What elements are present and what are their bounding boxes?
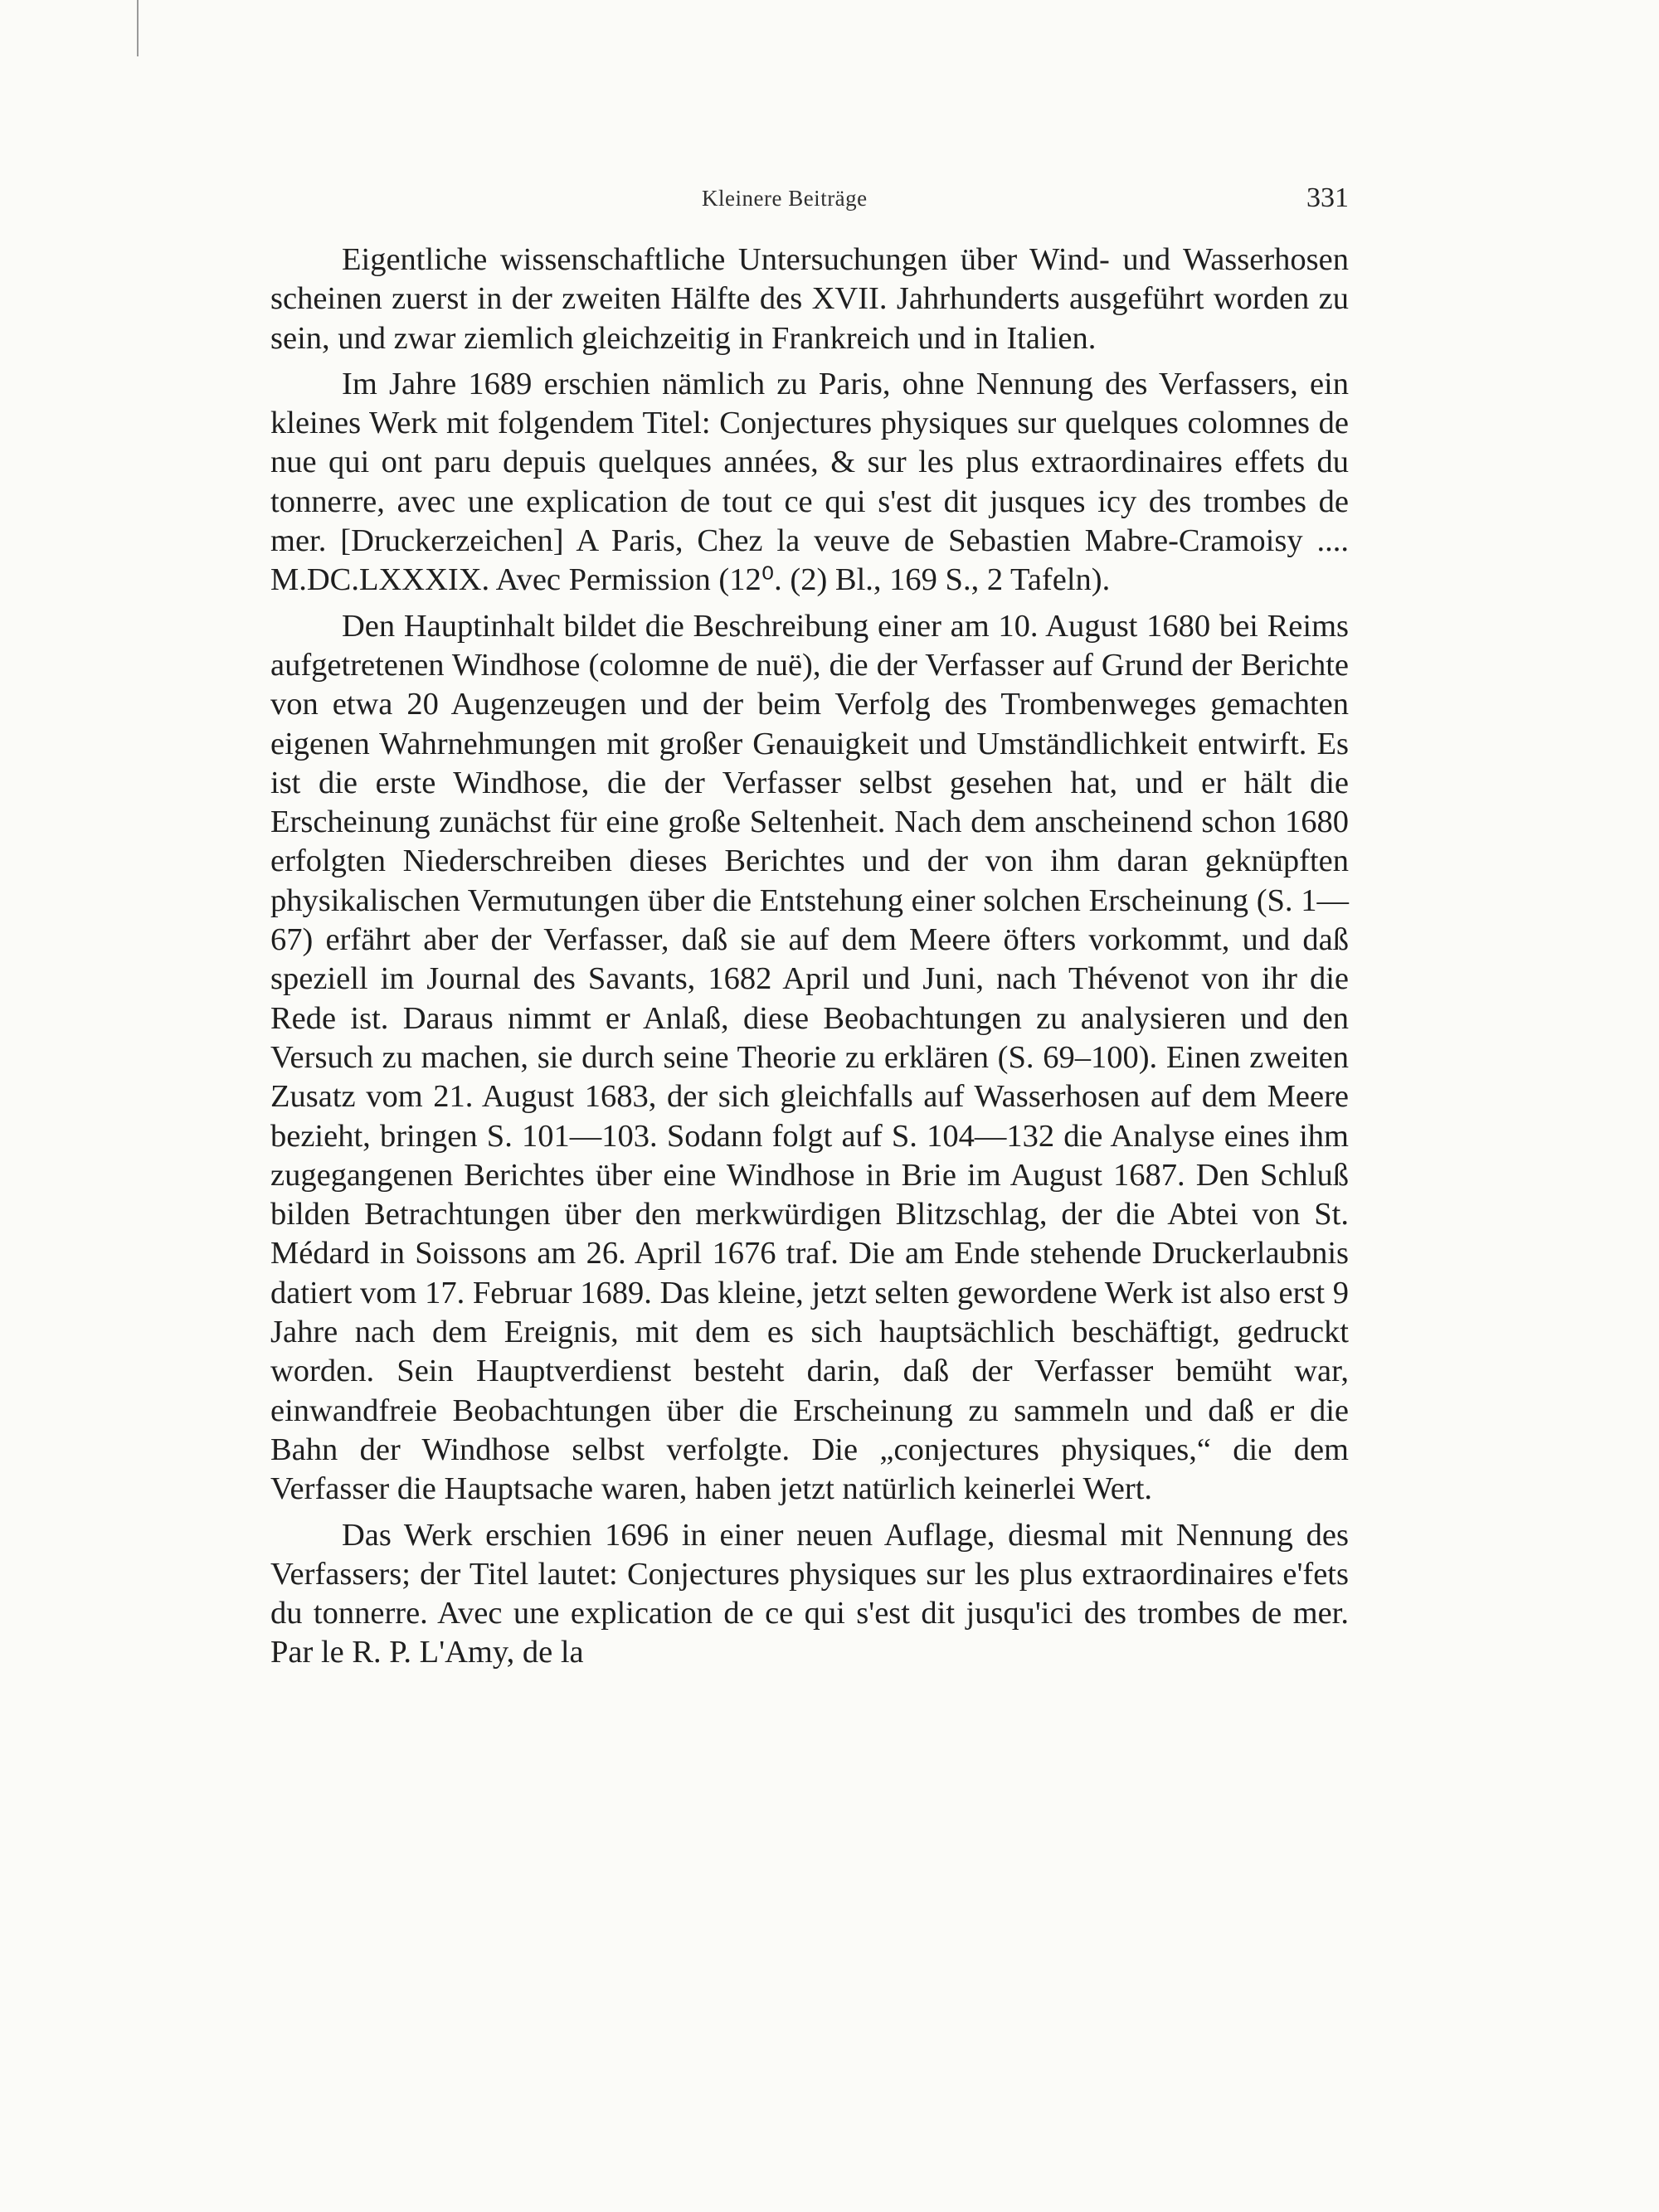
page-number: 331 (1306, 182, 1349, 213)
page-header (270, 182, 1349, 226)
body-text (270, 241, 1349, 1673)
running-head: Kleinere Beiträge (702, 186, 868, 211)
scan-edge-mark (137, 0, 139, 56)
paragraph-publication-1689: Im Jahre 1689 erschien nämlich zu Paris, ohne Nennung des Verfassers, ein kleines Werk mit folgendem Titel: Conjectures physiques sur quelques colomnes de nue qui ont paru depuis quelques années, & sur les plus extraordinaires effets du tonnerre, avec une explication de tout ce qui s'est dit jusques icy des trombes de mer. [Druckerzeichen] A Paris, Chez la veuve de Sebastien Mabre-Cramoisy .... M.DC.LXXXIX. Avec Permission (12⁰. (2) Bl., 169 S., 2 Tafeln). (270, 366, 1349, 598)
paragraph-intro: Eigentliche wissenschaftliche Untersuchungen über Wind- und Wasserhosen scheinen zuerst in der zweiten Hälfte des XVII. Jahrhunderts ausgeführt worden zu sein, und zwar ziemlich gleichzeitig in Frankreich und in Italien. (270, 242, 1349, 356)
paragraph-main-content: Den Hauptinhalt bildet die Beschreibung einer am 10. August 1680 bei Reims aufgetretenen Windhose (colomne de nuë), die der Verfasser auf Grund der Berichte von etwa 20 Augenzeugen und der beim Verfolg des Trombenweges gemachten eigenen Wahrnehmungen mit großer Genauigkeit und Umständlichkeit entwirft. Es ist die erste Windhose, die der Verfasser selbst gesehen hat, und er hält die Erscheinung zunächst für eine große Seltenheit. Nach dem anscheinend schon 1680 erfolgten Niederschreiben dieses Berichtes und der von ihm daran geknüpften physikalischen Vermutungen über die Entstehung einer solchen Erscheinung (S. 1—67) erfährt aber der Verfasser, daß sie auf dem Meere öfters vorkommt, und daß speziell im Journal des Savants, 1682 April und Juni, nach Thévenot von ihr die Rede ist. Daraus nimmt er Anlaß, diese Beobachtungen zu analysieren und den Versuch zu machen, sie durch seine Theorie zu erklären (S. 69–100). Einen zweiten Zusatz vom 21. August 1683, der sich gleichfalls auf Wasserhosen auf dem Meere bezieht, bringen S. 101—103. Sodann folgt auf S. 104—132 die Analyse eines ihm zugegangenen Berichtes über eine Windhose in Brie im August 1687. Den Schluß bilden Betrachtungen über den merkwürdigen Blitzschlag, der die Abtei von St. Médard in Soissons am 26. April 1676 traf. Die am Ende stehende Druckerlaubnis datiert vom 17. Februar 1689. Das kleine, jetzt selten gewordene Werk ist also erst 9 Jahre nach dem Ereignis, mit dem es sich hauptsächlich beschäftigt, gedruckt worden. Sein Hauptverdienst besteht darin, daß der Verfasser bemüht war, einwandfreie Beobachtungen über die Erscheinung zu sammeln und daß er die Bahn der Windhose selbst verfolgte. Die „conjectures physiques,“ die dem Verfasser die Hauptsache waren, haben jetzt natürlich keinerlei Wert. (270, 608, 1349, 1507)
paragraph-new-edition-1696: Das Werk erschien 1696 in einer neuen Auflage, diesmal mit Nennung des Verfassers; der Titel lautet: Conjectures physiques sur les plus extraordinaires e'fets du tonnerre. Avec une explication de ce qui s'est dit jusqu'ici des trombes de mer. Par le R. P. L'Amy, de la (270, 1517, 1349, 1670)
